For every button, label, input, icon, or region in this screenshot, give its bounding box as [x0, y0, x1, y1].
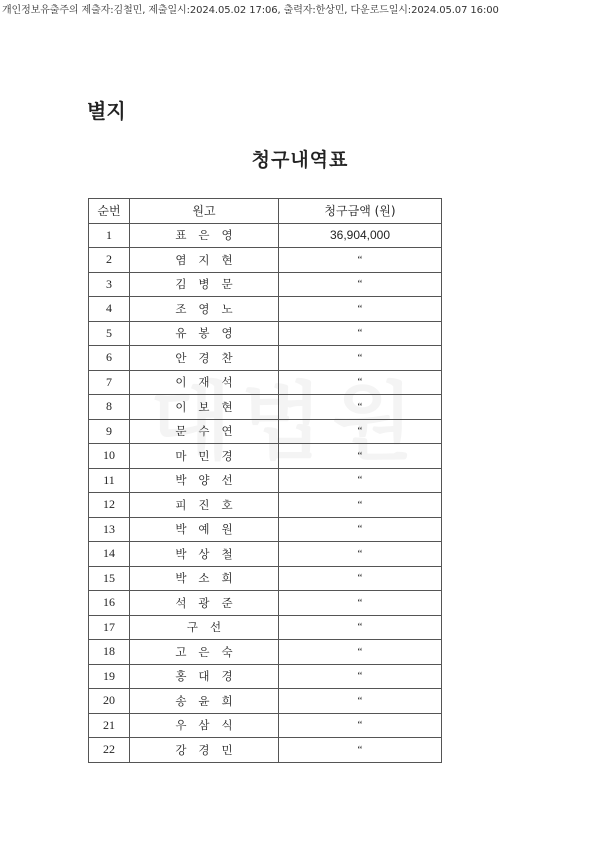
claim-amount-cell: “ [279, 640, 442, 665]
plaintiff-name-cell: 안경찬 [130, 346, 279, 371]
row-number-cell: 15 [89, 566, 130, 591]
table-row [89, 517, 442, 542]
row-number-cell: 11 [89, 468, 130, 493]
row-number-cell: 9 [89, 419, 130, 444]
claim-amount-cell: “ [279, 517, 442, 542]
plaintiff-name-cell: 박상철 [130, 542, 279, 567]
row-number-cell: 5 [89, 321, 130, 346]
page-title: 청구내역표 [251, 149, 349, 171]
table-row [89, 738, 442, 763]
table-row [89, 223, 442, 248]
column-header-plaintiff: 원고 [130, 199, 279, 224]
row-number-cell: 12 [89, 493, 130, 518]
table-row [89, 713, 442, 738]
row-number-cell: 1 [89, 223, 130, 248]
claim-amount-cell: “ [279, 566, 442, 591]
table-row [89, 615, 442, 640]
row-number-cell: 3 [89, 272, 130, 297]
row-number-cell: 4 [89, 297, 130, 322]
claim-amount-cell: “ [279, 615, 442, 640]
claim-amount-cell: “ [279, 346, 442, 371]
table-row [89, 640, 442, 665]
row-number-cell: 2 [89, 248, 130, 273]
row-number-cell: 21 [89, 713, 130, 738]
table-row [89, 566, 442, 591]
download-header: 개인정보유출주의 제출자:김철민, 제출일시:2024.05.02 17:06, 출력자:한상민, 다운로드일시:2024.05.07 16:00 [2, 5, 499, 16]
plaintiff-name-cell: 유봉영 [130, 321, 279, 346]
column-header-amount: 청구금액 (원) [279, 199, 442, 224]
claim-amount-cell: 36,904,000 [279, 223, 442, 248]
row-number-cell: 19 [89, 664, 130, 689]
plaintiff-name-cell: 석광준 [130, 591, 279, 616]
table-row [89, 542, 442, 567]
plaintiff-name-cell: 이보현 [130, 395, 279, 420]
claim-amount-cell: “ [279, 542, 442, 567]
claim-amount-cell: “ [279, 395, 442, 420]
plaintiff-name-cell: 피진호 [130, 493, 279, 518]
plaintiff-name-cell: 송윤희 [130, 689, 279, 714]
table-row [89, 468, 442, 493]
row-number-cell: 14 [89, 542, 130, 567]
row-number-cell: 16 [89, 591, 130, 616]
claim-amount-cell: “ [279, 591, 442, 616]
row-number-cell: 6 [89, 346, 130, 371]
plaintiff-name-cell: 조영노 [130, 297, 279, 322]
table-row [89, 664, 442, 689]
claim-amount-cell: “ [279, 738, 442, 763]
appendix-label: 별지 [87, 99, 126, 123]
row-number-cell: 18 [89, 640, 130, 665]
claim-amount-cell: “ [279, 321, 442, 346]
claim-amount-cell: “ [279, 689, 442, 714]
claim-amount-cell: “ [279, 248, 442, 273]
claim-amount-cell: “ [279, 272, 442, 297]
plaintiff-name-cell: 강경민 [130, 738, 279, 763]
row-number-cell: 8 [89, 395, 130, 420]
table-row [89, 248, 442, 273]
claims-table [88, 198, 442, 763]
claim-amount-cell: “ [279, 664, 442, 689]
plaintiff-name-cell: 문수연 [130, 419, 279, 444]
plaintiff-name-cell: 홍대경 [130, 664, 279, 689]
claim-amount-cell: “ [279, 297, 442, 322]
row-number-cell: 7 [89, 370, 130, 395]
claim-amount-cell: “ [279, 419, 442, 444]
row-number-cell: 20 [89, 689, 130, 714]
claim-amount-cell: “ [279, 370, 442, 395]
table-row [89, 272, 442, 297]
plaintiff-name-cell: 마민경 [130, 444, 279, 469]
plaintiff-name-cell: 박양선 [130, 468, 279, 493]
plaintiff-name-cell: 박예원 [130, 517, 279, 542]
table-row [89, 297, 442, 322]
table-row [89, 346, 442, 371]
plaintiff-name-cell: 표은영 [130, 223, 279, 248]
plaintiff-name-cell: 우삼식 [130, 713, 279, 738]
column-header-number: 순번 [89, 199, 130, 224]
table-row [89, 444, 442, 469]
table-row [89, 370, 442, 395]
table-row [89, 689, 442, 714]
claim-amount-cell: “ [279, 468, 442, 493]
plaintiff-name-cell: 염지현 [130, 248, 279, 273]
table-row [89, 493, 442, 518]
table-row [89, 321, 442, 346]
claim-amount-cell: “ [279, 493, 442, 518]
table-header-row [89, 199, 442, 224]
row-number-cell: 22 [89, 738, 130, 763]
plaintiff-name-cell: 김병문 [130, 272, 279, 297]
table-row [89, 395, 442, 420]
plaintiff-name-cell: 고은숙 [130, 640, 279, 665]
row-number-cell: 17 [89, 615, 130, 640]
table-row [89, 419, 442, 444]
row-number-cell: 10 [89, 444, 130, 469]
plaintiff-name-cell: 박소희 [130, 566, 279, 591]
plaintiff-name-cell: 이재석 [130, 370, 279, 395]
claim-amount-cell: “ [279, 444, 442, 469]
claim-amount-cell: “ [279, 713, 442, 738]
table-row [89, 591, 442, 616]
plaintiff-name-cell: 구선 [130, 615, 279, 640]
row-number-cell: 13 [89, 517, 130, 542]
